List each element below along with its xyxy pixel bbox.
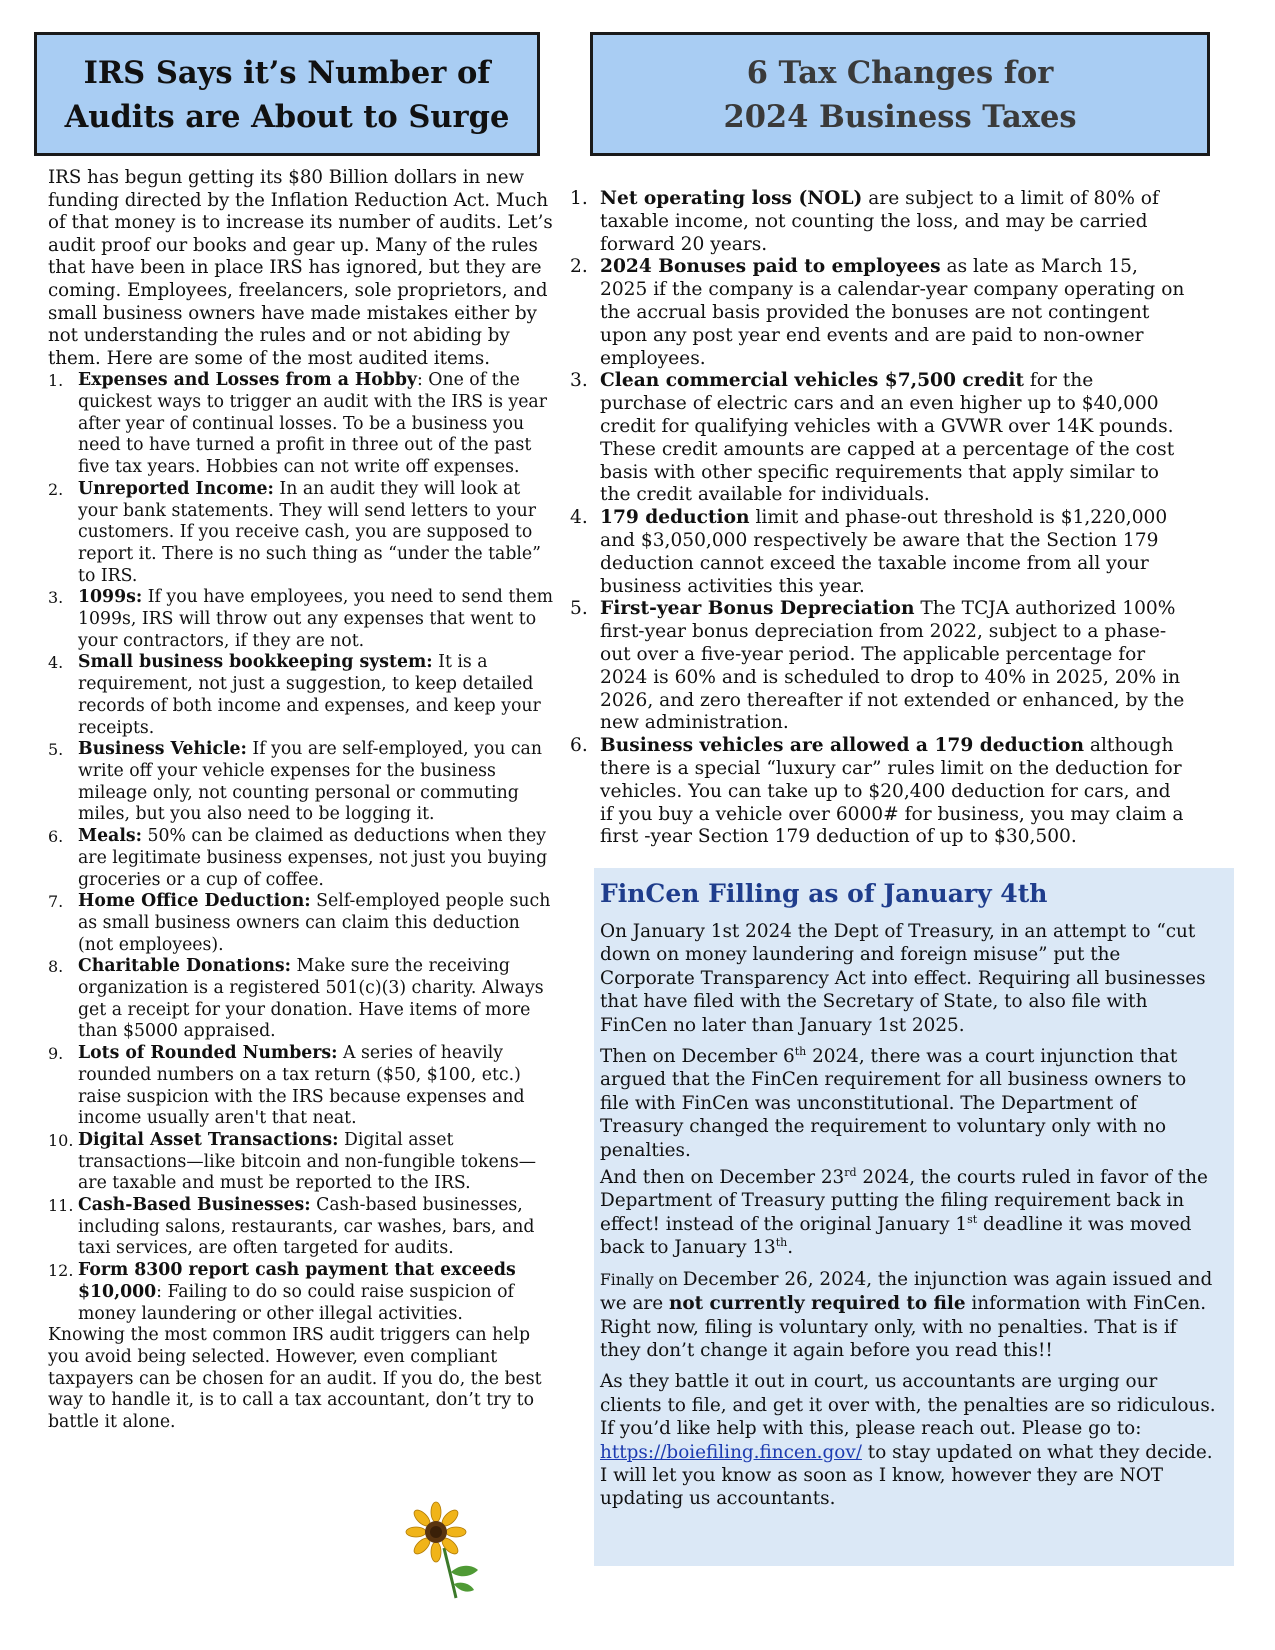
tax-change-item-heading: 2024 Bonuses paid to employees [600,256,941,278]
audit-item-text: Cash-based businesses, including salons, restaurants, car washes, bars, and taxi services, are often targeted for audits. [78,1195,535,1259]
fincen-p3-sup3: th [775,1236,788,1250]
tax-changes-article [570,188,1185,849]
audit-item-text: 50% can be claimed as deductions when they are legitimate business expenses, not just you buying groceries or a cup of coffee. [78,826,548,890]
tax-change-item [570,598,1185,735]
tax-change-item-number: 1. [570,188,588,209]
audit-item-text: Digital asset transactions—like bitcoin and non-fungible tokens—are taxable and must be reported to the IRS. [78,1129,537,1194]
audit-item-number: 8. [48,957,64,977]
fincen-p3-text-c: deadline it was moved back to January 13 [600,1213,1192,1259]
audit-item [48,1195,556,1260]
audit-item [48,1260,556,1325]
fincen-p4-text-a: December 26, 2024, the injunction was again issued and we are [600,1268,1213,1315]
audit-item [48,826,556,891]
tax-change-item [570,188,1185,256]
audit-item-number: 1. [48,371,64,391]
audit-item-text: Make sure the receiving organization is a registered 501(c)(3) charity. Always get a receipt for your donation. Have items of more than $5000 appraised. [78,956,544,1042]
audit-item-heading: Home Office Deduction: [78,891,311,912]
audit-item-number: 5. [48,740,64,760]
fincen-paragraph-5 [600,1370,1220,1510]
left-title-line2: Audits are About to Surge [64,99,510,135]
audit-item-text: It is a requirement, not just a suggestion, to keep detailed records of both income and expenses, and keep your receipts. [78,652,541,738]
fincen-p4-small: Finally on [600,1270,683,1289]
audit-item-heading: Unreported Income: [78,478,274,499]
audit-item [48,652,556,739]
audit-item-number: 6. [48,827,64,847]
audit-item-number: 4. [48,653,64,673]
fincen-p2-sup: th [794,1044,807,1058]
tax-changes-list [570,188,1185,849]
audit-item-heading: Expenses and Losses from a Hobby [78,370,417,391]
fincen-paragraph-4 [600,1268,1220,1363]
right-title-line2: 2024 Business Taxes [723,99,1077,135]
fincen-p2-text-b: 2024, there was a court injunction that argued that the FinCen requirement for all business owners to file with FinCen was unconstitutional. The Department of Treasury changed the requirement to voluntary only with no penalties. [600,1046,1187,1161]
tax-change-item-number: 2. [570,256,588,278]
audit-item [48,370,556,479]
audit-item-text: : One of the quickest ways to trigger an audit with the IRS is year after year of continual losses. To be a business you need to have turned a profit in three out of the past five tax years. Hobbies can not write off expenses. [78,370,547,478]
fincen-paragraph-1: On January 1st 2024 the Dept of Treasury, in an attempt to “cut down on money laundering and foreign misuse” put the Corporate Transparency Act into effect. Requiring all businesses that have filed with the Secretary of State, to also file with FinCen no later than January 1st 2025. [600,921,1206,1036]
audit-item [48,956,556,1043]
audit-item [48,479,556,588]
audit-item-number: 9. [48,1044,64,1064]
audit-item-text: If you are self-employed, you can write off your vehicle expenses for the business mileage only, not counting personal or commuting miles, but you also need to be logging it. [78,739,542,825]
audit-item-heading: Business Vehicle: [78,739,247,760]
tax-change-item-heading: Clean commercial vehicles $7,500 credit [600,370,1025,392]
audit-intro: IRS has begun getting its $80 Billion dollars in new funding directed by the Inflation Reduction Act. Much of that money is to increase its number of audits. Let’s audit proof our books and gear up. Many of the rules that have been in place IRS has ignored, but they are coming. Employees, freelancers, sole proprietors, and small business owners have made mistakes either by not understanding the rules and or not abiding by them. Here are some of the most audited items. [48,167,553,369]
left-title-line1: IRS Says it’s Number of [83,55,491,91]
tax-change-item [570,256,1185,370]
tax-change-item-text: are subject to a limit of 80% of taxable income, not counting the loss, and may be carried forward 20 years. [600,188,1159,255]
fincen-p3-sup1: rd [844,1165,857,1179]
audit-item-number: 10. [48,1130,74,1150]
fincen-paragraph-2 [600,1045,1220,1162]
audit-item [48,891,556,956]
audit-item-heading: Cash-Based Businesses: [78,1195,311,1216]
tax-change-item-text: as late as March 15, 2025 if the company is a calendar-year company operating on the accrual basis provided the bonuses are not contingent upon any post year end events and are paid to non-owner employees. [600,256,1185,369]
audit-item-heading: 1099s: [78,587,143,608]
tax-change-item [570,507,1185,598]
fincen-p3-text-b: 2024, the courts ruled in favor of the Department of Treasury putting the filing requirement back in effect! instead of the original January 1 [600,1167,1208,1235]
audit-item-number: 7. [48,892,64,912]
fincen-box [594,868,1234,1566]
audit-item-heading: Small business bookkeeping system: [78,652,433,673]
tax-change-item-text: The TCJA authorized 100% first-year bonus depreciation from 2022, subject to a phase-out over a five-year period. The applicable percentage for 2024 is 60% and is scheduled to drop to 40% in 2025, 20% in 2026, and zero thereafter if not extended or enhanced, by the new administration. [600,598,1185,734]
audit-item-heading: Form 8300 report cash payment that exceeds $10,000 [78,1260,516,1302]
right-title-line1: 6 Tax Changes for [746,55,1054,91]
tax-change-item-heading: Net operating loss (NOL) [600,188,863,209]
audit-items-list [48,370,556,1325]
audit-item-heading: Charitable Donations: [78,956,292,977]
tax-change-item [570,370,1185,507]
audit-item-heading: Lots of Rounded Numbers: [78,1043,338,1064]
fincen-p4-text-b: information with FinCen. Right now, filing is voluntary only, with no penalties. That is if they don’t change it again before you read this!! [600,1293,1207,1361]
fincen-title: FinCen Filling as of January 4th [600,879,1048,908]
audit-item-text: : Failing to do so could raise suspicion of money laundering or other illegal activities. [78,1281,514,1324]
fincen-p3-text-d: . [787,1237,794,1259]
fincen-p5-text-b: to stay updated on what they decide. I will let you know as soon as I know, however they are NOT updating us accountants. [600,1441,1213,1510]
right-title-box [590,32,1210,156]
tax-change-item-text: limit and phase-out threshold is $1,220,000 and $3,050,000 respectively be aware that the Section 179 deduction cannot exceed the taxable income from all your business activities this year. [600,507,1168,597]
tax-change-item-number: 4. [570,507,588,529]
tax-change-item-number: 6. [570,735,588,757]
boiefiling-link[interactable]: https://boiefiling.fincen.gov/ [600,1441,862,1463]
audit-article [48,167,556,1434]
tax-change-item [570,735,1185,849]
left-title-box [34,32,540,156]
sunflower-icon [404,1500,484,1600]
tax-change-item-heading: Business vehicles are allowed a 179 deduction [600,735,1084,757]
audit-item-number: 11. [48,1196,74,1216]
tax-change-item-text: although there is a special “luxury car” rules limit on the deduction for vehicles. You can take up to $20,400 deduction for cars, and if you buy a vehicle over 6000# for business, you may claim a first -year Section 179 deduction of up to $30,500. [600,735,1184,848]
audit-item [48,1130,556,1195]
audit-item-text: If you have employees, you need to send them 1099s, IRS will throw out any expenses that went to your contractors, if they are not. [78,587,554,651]
fincen-paragraph-3 [600,1166,1220,1260]
audit-item-number: 2. [48,479,64,499]
audit-outro: Knowing the most common IRS audit triggers can help you avoid being selected. However, even compliant taxpayers can be chosen for an audit. If you do, the best way to handle it, is to call a tax accountant, don’t try to battle it alone. [48,1325,542,1433]
tax-change-item-number: 5. [570,598,588,620]
audit-item-heading: Digital Asset Transactions: [78,1129,339,1150]
audit-item [48,739,556,826]
fincen-p4-bold: not currently required to file [668,1293,966,1315]
audit-item [48,1043,556,1130]
audit-item [48,587,556,652]
fincen-p2-text-a: Then on December 6 [600,1046,795,1068]
audit-item-number: 3. [48,588,64,608]
audit-item-text: A series of heavily rounded numbers on a tax return ($50, $100, etc.) raise suspicion with the IRS because expenses and income usually aren't that neat. [78,1043,525,1129]
audit-item-heading: Meals: [78,826,142,847]
fincen-p5-text-a: As they battle it out in court, us accountants are urging our clients to file, and get it over with, the penalties are so ridiculous. If you’d like help with this, please reach out. Please go to: [600,1371,1216,1440]
tax-change-item-number: 3. [570,370,588,392]
audit-item-text: In an audit they will look at your bank statements. They will send letters to your customers. If you receive cash, you are supposed to report it. There is no such thing as “under the table” to IRS. [78,478,541,586]
fincen-p3-sup2: st [967,1212,978,1226]
audit-item-text: Self-employed people such as small business owners can claim this deduction (not employees). [78,891,551,955]
audit-item-number: 12. [48,1261,74,1281]
fincen-p3-text-a: And then on December 23 [600,1167,845,1189]
tax-change-item-text: for the purchase of electric cars and an even higher up to $40,000 credit for qualifying vehicles with a GVWR over 14K pounds. These credit amounts are capped at a percentage of the cost basis with other specific requirements that apply similar to the credit available for individuals. [600,370,1175,506]
tax-change-item-heading: First-year Bonus Depreciation [600,598,915,620]
tax-change-item-heading: 179 deduction [600,507,750,529]
